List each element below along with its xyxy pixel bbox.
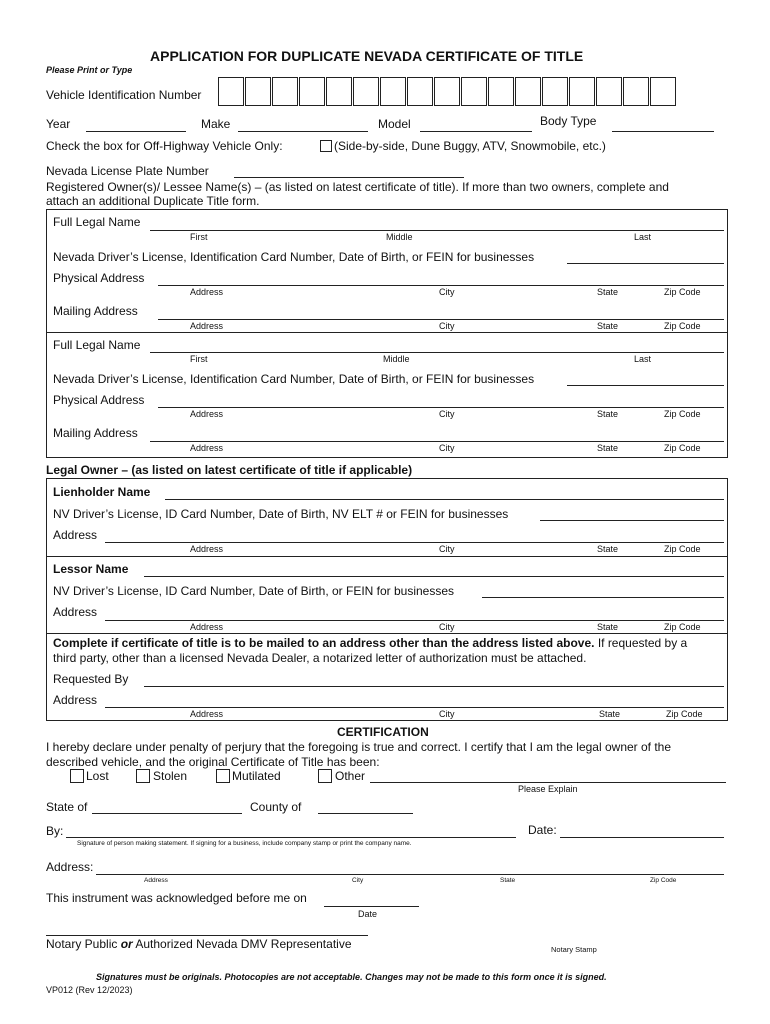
sub-state: State: [500, 877, 516, 884]
model-label: Model: [378, 117, 411, 131]
vin-box[interactable]: [461, 77, 487, 106]
mail-address-label: Address: [53, 693, 98, 707]
owner1-mailing-label: Mailing Address: [53, 304, 138, 318]
requested-by-field[interactable]: [144, 686, 724, 687]
lienholder-field[interactable]: [165, 499, 724, 500]
please-explain: Please Explain: [518, 784, 578, 794]
vin-box[interactable]: [326, 77, 352, 106]
lessor-address-field[interactable]: [105, 620, 724, 621]
owner2-full-name-field[interactable]: [150, 352, 724, 353]
owner2-full-name-label: Full Legal Name: [53, 338, 141, 352]
owner1-id-label: Nevada Driver’s License, Identification Card Number, Date of Birth, or FEIN for businesses: [53, 250, 535, 264]
certification-text-2: described vehicle, and the original Certificate of Title has been:: [46, 755, 380, 769]
year-label: Year: [46, 117, 71, 131]
sub-state: State: [599, 709, 621, 719]
county-of-label: County of: [250, 800, 302, 814]
make-field[interactable]: [238, 131, 368, 132]
ohv-option: (Side-by-side, Dune Buggy, ATV, Snowmobile, etc.): [334, 139, 606, 153]
owner1-id-field[interactable]: [567, 263, 724, 264]
owners-note-2: attach an additional Duplicate Title form.: [46, 194, 260, 208]
lost-label: Lost: [86, 769, 109, 783]
vin-box[interactable]: [380, 77, 406, 106]
lessor-divider: [47, 556, 727, 557]
notary-label-a: Notary Public: [46, 937, 121, 951]
sub-city: City: [439, 622, 455, 632]
sub-zip: Zip Code: [664, 622, 701, 632]
plate-field[interactable]: [234, 177, 464, 178]
owner1-full-name-label: Full Legal Name: [53, 215, 141, 229]
sub-first: First: [190, 354, 208, 364]
requested-by-label: Requested By: [53, 672, 129, 686]
sub-address: Address: [144, 877, 168, 884]
county-of-field[interactable]: [318, 813, 413, 814]
sub-state: State: [597, 409, 619, 419]
print-note: Please Print or Type: [46, 65, 133, 75]
mail-note-bold: Complete if certificate of title is to be mailed to an address other than the address listed above.: [53, 636, 595, 650]
stolen-label: Stolen: [153, 769, 188, 783]
vin-box[interactable]: [542, 77, 568, 106]
other-checkbox[interactable]: [318, 769, 332, 783]
owner1-full-name-field[interactable]: [150, 230, 724, 231]
vin-box[interactable]: [596, 77, 622, 106]
sub-city: City: [439, 709, 455, 719]
certification-heading: CERTIFICATION: [337, 725, 429, 739]
notary-label-b: Authorized Nevada DMV Representative: [132, 937, 352, 951]
sub-zip: Zip Code: [664, 443, 701, 453]
owner1-physical-label: Physical Address: [53, 271, 145, 285]
notary-signature-field[interactable]: [46, 935, 368, 936]
mail-note-rest: If requested by a: [597, 636, 688, 650]
make-label: Make: [201, 117, 231, 131]
sub-address: Address: [190, 709, 224, 719]
vin-box[interactable]: [353, 77, 379, 106]
plate-label: Nevada License Plate Number: [46, 164, 209, 178]
vin-box[interactable]: [623, 77, 649, 106]
vin-box[interactable]: [569, 77, 595, 106]
sub-zip: Zip Code: [666, 709, 703, 719]
date-label: Date:: [528, 823, 557, 837]
sub-state: State: [597, 622, 619, 632]
notary-label-or: or: [120, 937, 133, 951]
owner2-mailing-label: Mailing Address: [53, 426, 138, 440]
sub-state: State: [597, 287, 619, 297]
by-label: By:: [46, 824, 64, 838]
vin-box[interactable]: [299, 77, 325, 106]
vin-box[interactable]: [488, 77, 514, 106]
vin-box[interactable]: [515, 77, 541, 106]
vin-box[interactable]: [407, 77, 433, 106]
lessor-id-label: NV Driver’s License, ID Card Number, Date of Birth, or FEIN for businesses: [53, 584, 455, 598]
vin-label: Vehicle Identification Number: [46, 88, 202, 102]
sub-city: City: [439, 409, 455, 419]
lost-checkbox[interactable]: [70, 769, 84, 783]
signature-note: Signature of person making statement. If signing for a business, include company stamp or print the company name.: [77, 840, 412, 847]
mail-divider: [47, 633, 727, 634]
cert-address-field[interactable]: [96, 874, 724, 875]
vin-box[interactable]: [434, 77, 460, 106]
lienholder-id-label: NV Driver’s License, ID Card Number, Date of Birth, NV ELT # or FEIN for businesses: [53, 507, 509, 521]
sub-address: Address: [190, 443, 224, 453]
sub-last: Last: [634, 354, 652, 364]
owners-section: [46, 209, 728, 458]
vin-box[interactable]: [218, 77, 244, 106]
ohv-label: Check the box for Off-Highway Vehicle Only:: [46, 139, 283, 153]
sub-zip: Zip Code: [664, 544, 701, 554]
acknowledged-date-field[interactable]: [324, 906, 419, 907]
sub-address: Address: [190, 321, 224, 331]
cert-address-label: Address:: [46, 860, 94, 874]
stolen-checkbox[interactable]: [136, 769, 150, 783]
ohv-checkbox[interactable]: [320, 140, 332, 152]
owner2-id-field[interactable]: [567, 385, 724, 386]
sub-address: Address: [190, 544, 224, 554]
lessor-id-field[interactable]: [482, 597, 724, 598]
acknowledged-label: This instrument was acknowledged before me on: [46, 891, 307, 905]
legal-owner-heading: Legal Owner – (as listed on latest certificate of title if applicable): [46, 463, 413, 477]
sub-city: City: [439, 287, 455, 297]
sub-last: Last: [634, 232, 652, 242]
lienholder-id-field[interactable]: [540, 520, 724, 521]
body-type-label: Body Type: [540, 114, 597, 128]
notary-stamp-label: Notary Stamp: [551, 945, 597, 954]
lessor-label: Lessor Name: [53, 562, 129, 576]
mail-address-field[interactable]: [105, 707, 724, 708]
owner2-physical-field[interactable]: [158, 407, 724, 408]
sub-state: State: [597, 321, 619, 331]
sub-first: First: [190, 232, 208, 242]
sub-city: City: [439, 544, 455, 554]
signatures-note: Signatures must be originals. Photocopies are not acceptable. Changes may not be made to this form once it is signed.: [96, 972, 607, 982]
body-type-field[interactable]: [612, 131, 714, 132]
sub-address: Address: [190, 287, 224, 297]
signature-field[interactable]: [66, 837, 516, 838]
form-id: VP012 (Rev 12/2023): [46, 985, 133, 995]
sub-zip: Zip Code: [650, 877, 677, 884]
mail-note-2: third party, other than a licensed Nevada Dealer, a notarized letter of authorization must be attached.: [53, 651, 587, 665]
lessor-field[interactable]: [144, 576, 724, 577]
vin-box[interactable]: [650, 77, 676, 106]
lienholder-label: Lienholder Name: [53, 485, 151, 499]
lessor-address-label: Address: [53, 605, 98, 619]
owners-note: Registered Owner(s)/ Lessee Name(s) – (as listed on latest certificate of title). If more than two owners, complete and: [46, 180, 669, 194]
explain-field[interactable]: [370, 782, 726, 783]
owner-divider: [47, 332, 727, 333]
owner1-mailing-field[interactable]: [158, 319, 724, 320]
model-field[interactable]: [420, 131, 532, 132]
sub-address: Address: [190, 409, 224, 419]
owner1-physical-field[interactable]: [158, 285, 724, 286]
notary-label: [46, 937, 352, 951]
state-of-label: State of: [46, 800, 88, 814]
certification-text: I hereby declare under penalty of perjury that the foregoing is true and correct. I certify that I am the legal owner of the: [46, 740, 672, 754]
sub-city: City: [439, 321, 455, 331]
owner2-mailing-field[interactable]: [150, 441, 724, 442]
form-title: APPLICATION FOR DUPLICATE NEVADA CERTIFICATE OF TITLE: [150, 48, 584, 64]
sub-address: Address: [190, 622, 224, 632]
other-label: Other: [335, 769, 366, 783]
sub-state: State: [597, 544, 619, 554]
date-field[interactable]: [560, 837, 724, 838]
vin-box[interactable]: [245, 77, 271, 106]
mutilated-checkbox[interactable]: [216, 769, 230, 783]
mail-note: [53, 636, 687, 650]
lienholder-address-field[interactable]: [105, 542, 724, 543]
sub-middle: Middle: [386, 232, 413, 242]
mutilated-label: Mutilated: [232, 769, 281, 783]
sub-zip: Zip Code: [664, 321, 701, 331]
state-of-field[interactable]: [92, 813, 242, 814]
year-field[interactable]: [86, 131, 186, 132]
sub-zip: Zip Code: [664, 287, 701, 297]
sub-city: City: [439, 443, 455, 453]
vin-box[interactable]: [272, 77, 298, 106]
ack-date-sub: Date: [358, 909, 378, 919]
lienholder-address-label: Address: [53, 528, 98, 542]
owner2-id-label: Nevada Driver’s License, Identification Card Number, Date of Birth, or FEIN for businesses: [53, 372, 535, 386]
sub-city: City: [352, 877, 364, 884]
owner2-physical-label: Physical Address: [53, 393, 145, 407]
sub-state: State: [597, 443, 619, 453]
sub-zip: Zip Code: [664, 409, 701, 419]
sub-middle: Middle: [383, 354, 410, 364]
